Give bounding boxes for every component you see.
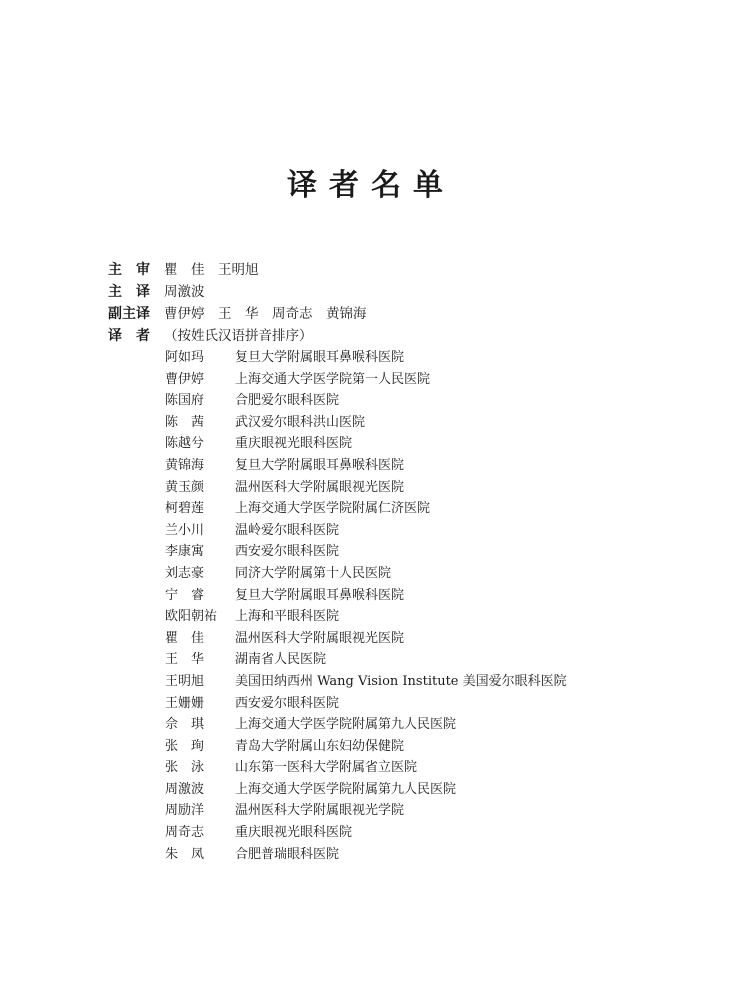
translator-institution: 武汉爱尔眼科洪山医院 — [235, 414, 366, 430]
translator-institution: 上海交通大学医学院附属第九人民医院 — [235, 781, 457, 797]
role-row-chief-reviewer — [108, 259, 708, 281]
translator-name: 柯碧莲 — [165, 501, 205, 517]
translator-row — [165, 347, 705, 369]
translator-name: 刘志豪 — [165, 565, 205, 581]
translator-row — [165, 433, 705, 455]
translator-institution: 上海交通大学医学院第一人民医院 — [235, 371, 431, 387]
translator-name: 兰小川 — [165, 522, 205, 538]
translator-institution: 合肥普瑞眼科医院 — [235, 846, 340, 862]
role-row-translators — [108, 325, 708, 347]
translator-row — [165, 390, 705, 412]
role-names: 瞿 佳 王明旭 — [164, 262, 259, 278]
translator-row — [165, 714, 705, 736]
translator-row — [165, 844, 705, 866]
translator-row — [165, 369, 705, 391]
translator-row — [165, 779, 705, 801]
translator-name: 朱 凤 — [165, 846, 205, 862]
translator-name: 佘 琪 — [165, 717, 205, 733]
role-note: （按姓氏汉语拼音排序） — [164, 328, 313, 344]
translator-name: 瞿 佳 — [165, 630, 205, 646]
role-label: 主 译 — [108, 284, 150, 300]
translator-row — [165, 541, 705, 563]
role-row-associate-translators — [108, 303, 708, 325]
role-list — [108, 259, 708, 347]
translator-institution: 合肥爱尔眼科医院 — [235, 393, 340, 409]
translator-row — [165, 455, 705, 477]
role-names: 周激波 — [164, 284, 205, 300]
translator-name: 曹伊婷 — [165, 371, 205, 387]
translator-row — [165, 563, 705, 585]
translator-row — [165, 477, 705, 499]
translator-name: 王姗姗 — [165, 695, 205, 711]
translator-row — [165, 757, 705, 779]
translator-name: 李康寓 — [165, 544, 205, 560]
translator-row — [165, 800, 705, 822]
translator-row — [165, 649, 705, 671]
translator-institution: 温州医科大学附属眼视光学院 — [235, 803, 405, 819]
translator-institution: 上海交通大学医学院附属第九人民医院 — [235, 717, 457, 733]
translator-name: 张 泳 — [165, 760, 205, 776]
translator-row — [165, 498, 705, 520]
translator-institution: 山东第一医科大学附属省立医院 — [235, 760, 418, 776]
translator-name: 阿如玛 — [165, 350, 205, 365]
translator-row — [165, 822, 705, 844]
translator-institution: 青岛大学附属山东妇幼保健院 — [235, 738, 405, 754]
translator-name: 陈国府 — [165, 393, 205, 409]
translator-row — [165, 736, 705, 758]
translator-row — [165, 520, 705, 542]
translator-institution: 复旦大学附属眼耳鼻喉科医院 — [235, 350, 405, 365]
translator-name: 张 珣 — [165, 738, 205, 754]
translator-institution: 温州医科大学附属眼视光医院 — [235, 479, 405, 495]
page-title: 译者名单 — [287, 168, 455, 203]
translator-institution: 西安爱尔眼科医院 — [235, 695, 340, 711]
translator-name: 黄锦海 — [165, 457, 205, 473]
role-label: 译 者 — [108, 328, 150, 344]
translator-institution: 重庆眼视光眼科医院 — [235, 436, 353, 452]
role-names: 曹伊婷 王 华 周奇志 黄锦海 — [164, 306, 367, 322]
translator-name: 陈越兮 — [165, 436, 205, 452]
translator-name: 周激波 — [165, 781, 205, 797]
translator-list — [165, 347, 705, 865]
translator-row — [165, 412, 705, 434]
translator-institution: 上海和平眼科医院 — [235, 609, 340, 625]
translator-name: 周励洋 — [165, 803, 205, 819]
translator-institution: 温州医科大学附属眼视光医院 — [235, 630, 405, 646]
role-label: 主 审 — [108, 262, 150, 278]
translator-row — [165, 671, 705, 693]
translator-row — [165, 585, 705, 607]
translator-row — [165, 693, 705, 715]
translator-name: 陈 茜 — [165, 414, 205, 430]
translator-row — [165, 628, 705, 650]
translator-name: 黄玉颜 — [165, 479, 205, 495]
translator-institution: 复旦大学附属眼耳鼻喉科医院 — [235, 587, 405, 603]
translator-institution: 复旦大学附属眼耳鼻喉科医院 — [235, 457, 405, 473]
translator-institution: 同济大学附属第十人民医院 — [235, 565, 392, 581]
translator-name: 宁 睿 — [165, 587, 205, 603]
translator-institution: 美国田纳西州 Wang Vision Institute 美国爱尔眼科医院 — [235, 673, 567, 689]
translator-name: 王 华 — [165, 652, 205, 668]
translator-name: 周奇志 — [165, 825, 205, 841]
translator-name: 欧阳朝祐 — [165, 609, 218, 625]
translator-institution: 温岭爱尔眼科医院 — [235, 522, 340, 538]
translator-institution: 西安爱尔眼科医院 — [235, 544, 340, 560]
role-label: 副主译 — [108, 306, 150, 322]
translator-institution: 上海交通大学医学院附属仁济医院 — [235, 501, 431, 517]
translator-row — [165, 606, 705, 628]
translator-institution: 湖南省人民医院 — [235, 652, 327, 668]
translator-name: 王明旭 — [165, 673, 205, 689]
translator-institution: 重庆眼视光眼科医院 — [235, 825, 353, 841]
role-row-chief-translator — [108, 281, 708, 303]
